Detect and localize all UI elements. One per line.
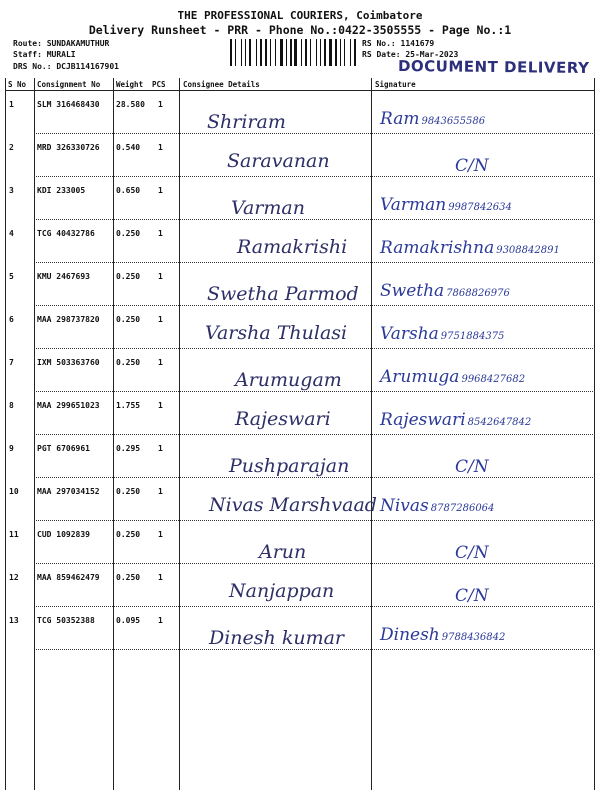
row-consignee-name: Varman — [231, 197, 305, 219]
row-signature — [380, 367, 525, 387]
signature-phone: 9968427682 — [461, 374, 526, 385]
signature-mark: Varman — [380, 195, 447, 215]
header-consignee: Consignee Details — [183, 80, 260, 89]
row-consignment-no: MAA 299651023 — [37, 401, 100, 410]
document-delivery-stamp: DOCUMENT DELIVERY — [397, 56, 590, 78]
header-pcs: PCS — [152, 80, 166, 89]
row-sno: 5 — [9, 272, 14, 281]
row-consignee-name: Rajeswari — [235, 408, 331, 430]
table-row — [5, 220, 595, 263]
table-row — [5, 564, 595, 607]
signature-mark: Nivas — [380, 496, 429, 516]
row-sno: 4 — [9, 229, 14, 238]
route-label: Route: SUNDAKAMUTHUR — [13, 39, 110, 48]
header-weight: Weight — [116, 80, 144, 89]
table-row — [5, 478, 595, 521]
row-pcs: 1 — [158, 272, 163, 281]
row-sno: 3 — [9, 186, 14, 195]
signature-mark: C/N — [455, 156, 489, 176]
row-consignee-name: Dinesh kumar — [209, 627, 344, 649]
row-weight: 0.250 — [116, 315, 141, 324]
row-signature — [380, 238, 560, 258]
row-pcs: 1 — [158, 100, 163, 109]
row-pcs: 1 — [158, 315, 163, 324]
row-sno: 10 — [9, 487, 19, 496]
signature-phone: 9788436842 — [441, 632, 506, 643]
row-consignment-no: PGT 6706961 — [37, 444, 90, 453]
row-pcs: 1 — [158, 186, 163, 195]
header-sno: S No — [8, 80, 27, 89]
row-consignee-name: Nivas Marshvaad — [209, 494, 377, 516]
row-weight: 0.250 — [116, 573, 141, 582]
row-consignment-no: KDI 233005 — [37, 186, 86, 195]
row-sno: 1 — [9, 100, 14, 109]
signature-mark: Ram — [380, 109, 420, 129]
row-consignee-name: Saravanan — [227, 150, 330, 172]
row-signature — [380, 281, 510, 301]
row-pcs: 1 — [158, 573, 163, 582]
row-consignee-name: Arumugam — [235, 369, 342, 391]
row-weight: 0.250 — [116, 487, 141, 496]
row-weight: 0.250 — [116, 530, 141, 539]
row-consignee-name: Ramakrishi — [237, 236, 348, 258]
signature-phone: 9308842891 — [496, 245, 560, 256]
table-row — [5, 306, 595, 349]
row-weight: 0.295 — [116, 444, 141, 453]
row-pcs: 1 — [158, 143, 163, 152]
row-consignment-no: CUD 1092839 — [37, 530, 90, 539]
row-consignment-no: SLM 316468430 — [37, 100, 100, 109]
row-consignment-no: MRD 326330726 — [37, 143, 100, 152]
row-consignee-name: Varsha Thulasi — [205, 322, 348, 344]
row-sno: 9 — [9, 444, 14, 453]
rs-number: RS No.: 1141679 — [362, 39, 435, 48]
row-weight: 0.250 — [116, 229, 141, 238]
signature-phone: 8542647842 — [467, 417, 532, 428]
signature-mark: C/N — [455, 457, 489, 477]
barcode-graphic — [230, 39, 357, 66]
courier-company-title: THE PROFESSIONAL COURIERS, Coimbatore — [177, 9, 423, 22]
row-signature — [380, 496, 494, 516]
header-consignment: Consignment No — [37, 80, 101, 89]
signature-phone: 9987842634 — [448, 202, 512, 213]
table-row — [5, 263, 595, 306]
row-signature — [380, 324, 504, 344]
row-consignee-name: Arun — [259, 541, 307, 563]
row-consignment-no: MAA 298737820 — [37, 315, 100, 324]
row-signature — [380, 195, 512, 215]
row-weight: 1.755 — [116, 401, 141, 410]
row-consignee-name: Shriram — [207, 111, 286, 133]
header-signature: Signature — [375, 80, 416, 89]
table-row — [5, 134, 595, 177]
row-sno: 7 — [9, 358, 14, 367]
row-sno: 12 — [9, 573, 19, 582]
row-pcs: 1 — [158, 229, 163, 238]
row-sno: 13 — [9, 616, 19, 625]
signature-phone: 7868826976 — [446, 288, 510, 299]
table-row — [5, 435, 595, 478]
row-signature — [455, 586, 491, 606]
rs-date: RS Date: 25-Mar-2023 — [362, 50, 459, 59]
row-weight: 0.250 — [116, 272, 141, 281]
row-signature — [455, 156, 491, 176]
row-consignment-no: MAA 297034152 — [37, 487, 100, 496]
signature-mark: Dinesh — [380, 625, 440, 645]
row-weight: 0.650 — [116, 186, 141, 195]
row-consignee-name: Swetha Parmod — [207, 283, 359, 305]
runsheet-title: Delivery Runsheet - PRR - Phone No.:0422-3505555 - Page No.:1 — [88, 23, 512, 37]
table-row — [5, 349, 595, 392]
table-row — [5, 607, 595, 650]
row-pcs: 1 — [158, 358, 163, 367]
row-consignee-name: Pushparajan — [229, 455, 350, 477]
row-weight: 0.250 — [116, 358, 141, 367]
row-weight: 28.580 — [116, 100, 145, 109]
row-pcs: 1 — [158, 444, 163, 453]
signature-mark: C/N — [455, 586, 489, 606]
row-consignee-name: Nanjappan — [229, 580, 335, 602]
row-sno: 8 — [9, 401, 14, 410]
table-row — [5, 392, 595, 435]
row-sno: 11 — [9, 530, 19, 539]
row-sno: 6 — [9, 315, 14, 324]
table-row — [5, 91, 595, 134]
signature-mark: Varsha — [380, 324, 439, 344]
row-sno: 2 — [9, 143, 14, 152]
runsheet-table — [5, 78, 595, 790]
row-consignment-no: KMU 2467693 — [37, 272, 90, 281]
row-pcs: 1 — [158, 530, 163, 539]
signature-mark: Swetha — [380, 281, 445, 301]
table-row — [5, 521, 595, 564]
row-signature — [380, 109, 485, 129]
signature-mark: C/N — [455, 543, 489, 563]
signature-phone: 8787286064 — [430, 503, 495, 514]
row-signature — [380, 625, 505, 645]
drs-number: DRS No.: DCJB114167901 — [13, 62, 119, 71]
signature-mark: Rajeswari — [380, 410, 466, 430]
row-signature — [380, 410, 531, 430]
row-pcs: 1 — [158, 487, 163, 496]
row-consignment-no: IXM 503363760 — [37, 358, 100, 367]
row-signature — [455, 543, 491, 563]
row-pcs: 1 — [158, 616, 163, 625]
signature-mark: Arumuga — [380, 367, 460, 387]
row-consignment-no: TCG 50352388 — [37, 616, 95, 625]
signature-mark: Ramakrishna — [380, 238, 495, 258]
signature-phone: 9751884375 — [440, 331, 505, 342]
row-weight: 0.095 — [116, 616, 141, 625]
row-consignment-no: TCG 40432786 — [37, 229, 95, 238]
row-signature — [455, 457, 491, 477]
staff-label: Staff: MURALI — [13, 50, 76, 59]
signature-phone: 9843655586 — [421, 116, 486, 127]
row-weight: 0.540 — [116, 143, 141, 152]
row-consignment-no: MAA 859462479 — [37, 573, 100, 582]
row-pcs: 1 — [158, 401, 163, 410]
table-row — [5, 177, 595, 220]
